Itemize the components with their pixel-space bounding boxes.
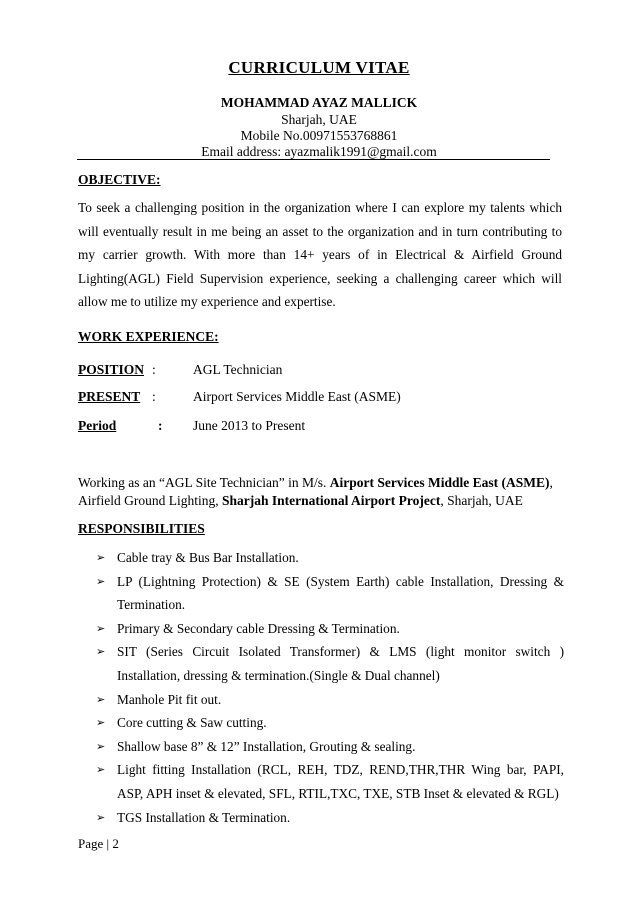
- work-description: [78, 474, 564, 509]
- arrow-bullet-icon: ➢: [96, 763, 106, 777]
- project-name: Sharjah International Airport Project: [221, 492, 441, 508]
- list-item-text: Cable tray & Bus Bar Installation.: [117, 550, 299, 565]
- list-item: [96, 758, 564, 805]
- list-item-text: TGS Installation & Termination.: [117, 809, 291, 825]
- position-value: AGL Technician: [193, 362, 283, 377]
- work-desc-part2: , Airfield Ground Lighting,: [78, 475, 553, 508]
- position-colon: :: [152, 362, 156, 377]
- list-item-text: Shallow base 8” & 12” Installation, Grouting & sealing.: [117, 738, 416, 754]
- period-value: June 2013 to Present: [193, 418, 306, 433]
- period-colon: :: [158, 418, 163, 433]
- arrow-bullet-icon: ➢: [96, 551, 106, 564]
- list-item-text: Light fitting Installation (RCL, REH, TDZ, REND,THR,THR Wing bar, PAPI, ASP, APH inset & elevated, SFL, RTIL,TXC, TXE, STB Inset & elevated & RGL): [117, 762, 564, 801]
- list-item: [96, 735, 564, 759]
- cv-title: CURRICULUM VITAE: [228, 58, 410, 77]
- arrow-bullet-icon: ➢: [96, 810, 106, 824]
- responsibilities-list: [96, 546, 564, 829]
- arrow-bullet-icon: ➢: [96, 716, 106, 730]
- candidate-mobile: Mobile No.00971553768861: [240, 128, 398, 143]
- work-desc-part3: , Sharjah, UAE: [440, 492, 523, 508]
- list-item: [96, 617, 564, 641]
- arrow-bullet-icon: ➢: [96, 574, 106, 588]
- candidate-name: MOHAMMAD AYAZ MALLICK: [220, 95, 418, 110]
- responsibilities-heading: RESPONSIBILITIES: [78, 521, 205, 536]
- list-item-text: Core cutting & Saw cutting.: [117, 715, 267, 731]
- present-label: PRESENT: [78, 389, 141, 404]
- work-experience-heading: WORK EXPERIENCE:: [78, 329, 219, 344]
- list-item: [96, 711, 564, 735]
- candidate-location: Sharjah, UAE: [281, 112, 357, 127]
- list-item: [96, 570, 564, 617]
- list-item-text: Manhole Pit fit out.: [117, 691, 222, 707]
- objective-heading: OBJECTIVE:: [78, 172, 161, 187]
- present-colon: :: [152, 389, 156, 404]
- arrow-bullet-icon: ➢: [96, 621, 106, 635]
- list-item-text: SIT (Series Circuit Isolated Transformer) & LMS (light monitor switch ) Installation, dressing & termination.(Single & Dual channel): [117, 644, 564, 683]
- list-item: [96, 688, 564, 712]
- work-desc-part1: Working as an “AGL Site Technician” in M/s.: [78, 475, 330, 490]
- header-divider: [77, 159, 550, 160]
- period-label: Period: [78, 418, 117, 433]
- arrow-bullet-icon: ➢: [96, 692, 106, 706]
- company-name: Airport Services Middle East (ASME): [329, 475, 550, 490]
- arrow-bullet-icon: ➢: [96, 645, 106, 659]
- list-item: [96, 546, 564, 570]
- present-value: Airport Services Middle East (ASME): [193, 389, 401, 404]
- list-item: [96, 806, 564, 830]
- list-item: [96, 640, 564, 687]
- candidate-email: Email address: ayazmalik1991@gmail.com: [201, 144, 437, 159]
- list-item-text: LP (Lightning Protection) & SE (System Earth) cable Installation, Dressing & Termination.: [117, 573, 564, 613]
- position-label: POSITION: [78, 362, 145, 377]
- objective-text: To seek a challenging position in the organization where I can explore my talents which will eventually result in me being an asset to the organization and in turn contributing to my carrier growth. With more than 14+ years of in Electrical & Airfield Ground Lighting(AGL) Field Supervision experience, seeking a challenging career which will allow me to utilize my experience and expertise.: [78, 200, 562, 310]
- page-number: Page | 2: [78, 836, 119, 851]
- arrow-bullet-icon: ➢: [96, 739, 106, 753]
- list-item-text: Primary & Secondary cable Dressing & Termination.: [117, 620, 400, 636]
